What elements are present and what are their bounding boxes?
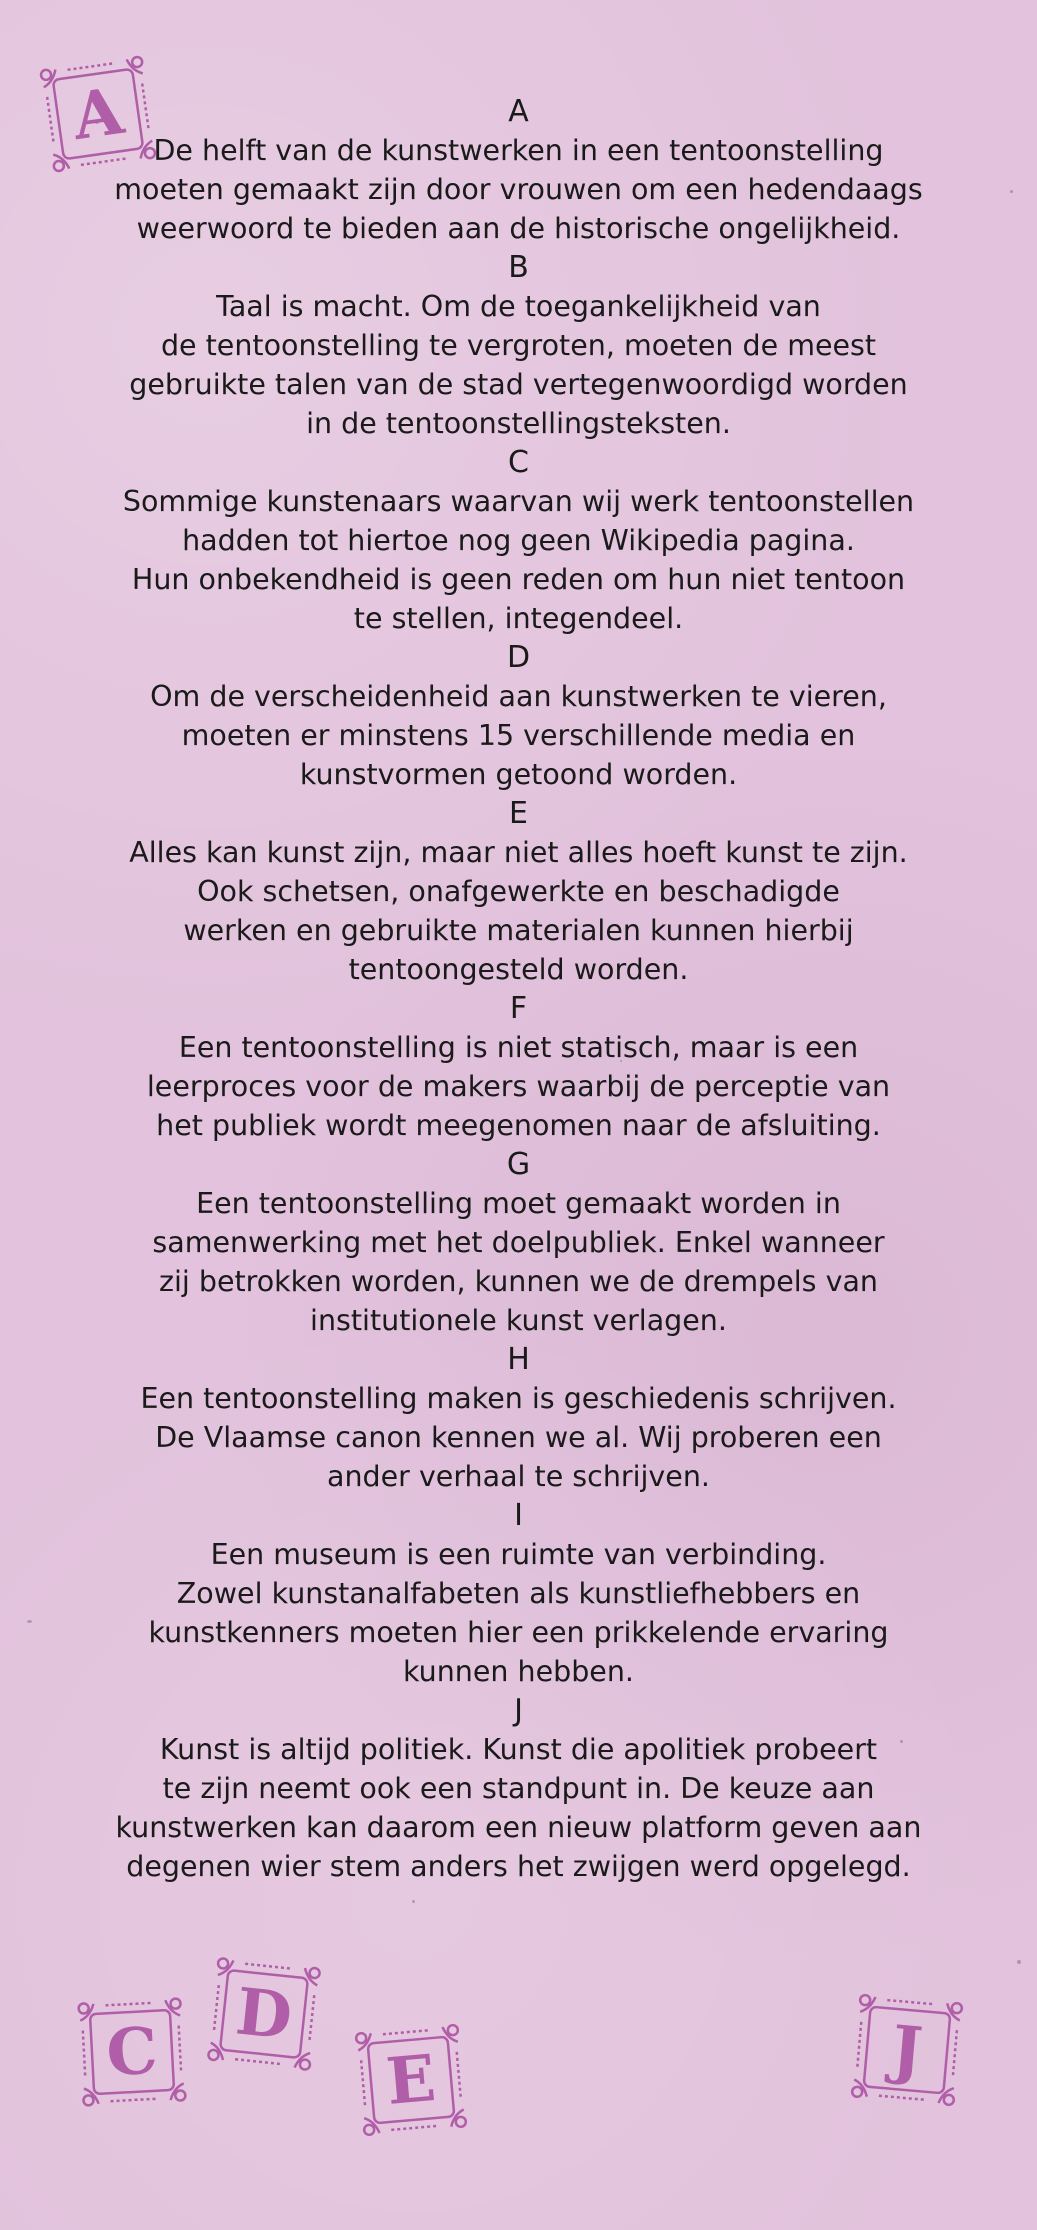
principle-letter: F — [509, 991, 528, 1026]
principle-c — [40, 443, 997, 638]
principle-f — [40, 989, 997, 1145]
principle-letter: B — [508, 250, 529, 285]
principle-letter: A — [508, 94, 529, 129]
principle-e — [40, 794, 997, 989]
stamp-j-icon — [848, 1991, 965, 2108]
principle-text: De helft van de kunstwerken in een tentoonstelling moeten gemaakt zijn door vrouwen om een hedendaags weerwoord te bieden aan de historische ongelijkheid. — [114, 134, 923, 245]
paper-speck — [27, 1620, 32, 1623]
principle-letter: C — [508, 445, 529, 480]
principle-text: Taal is macht. Om de toegankelijkheid van de tentoonstelling te vergroten, moeten de meest gebruikte talen van de stad vertegenwoordigd worden in de tentoonstellingsteksten. — [129, 290, 908, 440]
principle-text: Een tentoonstelling moet gemaakt worden in samenwerking met het doelpubliek. Enkel wanneer zij betrokken worden, kunnen we de drempels van institutionele kunst verlagen. — [152, 1187, 885, 1337]
paper-speck — [1010, 190, 1013, 193]
principle-j — [40, 1691, 997, 1886]
principle-g — [40, 1145, 997, 1340]
paper-speck — [412, 1900, 415, 1903]
principle-letter: H — [507, 1342, 530, 1377]
principle-letter: D — [506, 640, 531, 675]
principle-text: Alles kan kunst zijn, maar niet alles hoeft kunst te zijn. Ook schetsen, onafgewerkte en beschadigde werken en gebruikte materialen kunnen hierbij tentoongesteld worden. — [129, 836, 908, 986]
svg-text:J: J — [888, 2011, 926, 2090]
principle-text: Een tentoonstelling maken is geschiedenis schrijven. De Vlaamse canon kennen we al. Wij proberen een ander verhaal te schrijven. — [140, 1382, 897, 1493]
svg-text:E: E — [383, 2041, 439, 2120]
stamp-d-icon — [205, 1955, 324, 2074]
principle-h — [40, 1340, 997, 1496]
principle-text: Om de verscheidenheid aan kunstwerken te vieren, moeten er minstens 15 verschillende media en kunstvormen getoond worden. — [150, 680, 887, 791]
svg-text:C: C — [104, 2013, 160, 2092]
principle-a — [40, 92, 997, 248]
principle-b — [40, 248, 997, 443]
principle-letter: J — [514, 1693, 523, 1728]
principle-d — [40, 638, 997, 794]
principle-letter: E — [509, 796, 528, 831]
svg-text:D: D — [232, 1974, 296, 2055]
principles-list — [40, 92, 997, 1886]
paper-speck — [1017, 1960, 1021, 1964]
stamp-a-icon — [37, 53, 159, 175]
svg-text:A: A — [68, 73, 128, 156]
principle-text: Kunst is altijd politiek. Kunst die apolitiek probeert te zijn neemt ook een standpunt in. De keuze aan kunstwerken kan daarom een nieuw platform geven aan degenen wier stem anders het zwijgen werd opgelegd. — [115, 1733, 922, 1883]
stamp-c-icon — [75, 1995, 189, 2109]
principle-letter: I — [514, 1498, 523, 1533]
stamp-e-icon — [352, 2021, 469, 2138]
principle-letter: G — [506, 1147, 531, 1182]
principle-i — [40, 1496, 997, 1691]
principle-text: Sommige kunstenaars waarvan wij werk tentoonstellen hadden tot hiertoe nog geen Wikipedia pagina. Hun onbekendheid is geen reden om hun niet tentoon te stellen, integendeel. — [122, 485, 915, 635]
principle-text: Een museum is een ruimte van verbinding. Zowel kunstanalfabeten als kunstliefhebbers en kunstkenners moeten hier een prikkelende ervaring kunnen hebben. — [148, 1538, 889, 1688]
principle-text: Een tentoonstelling is niet statisch, maar is een leerproces voor de makers waarbij de perceptie van het publiek wordt meegenomen naar de afsluiting. — [146, 1031, 891, 1142]
